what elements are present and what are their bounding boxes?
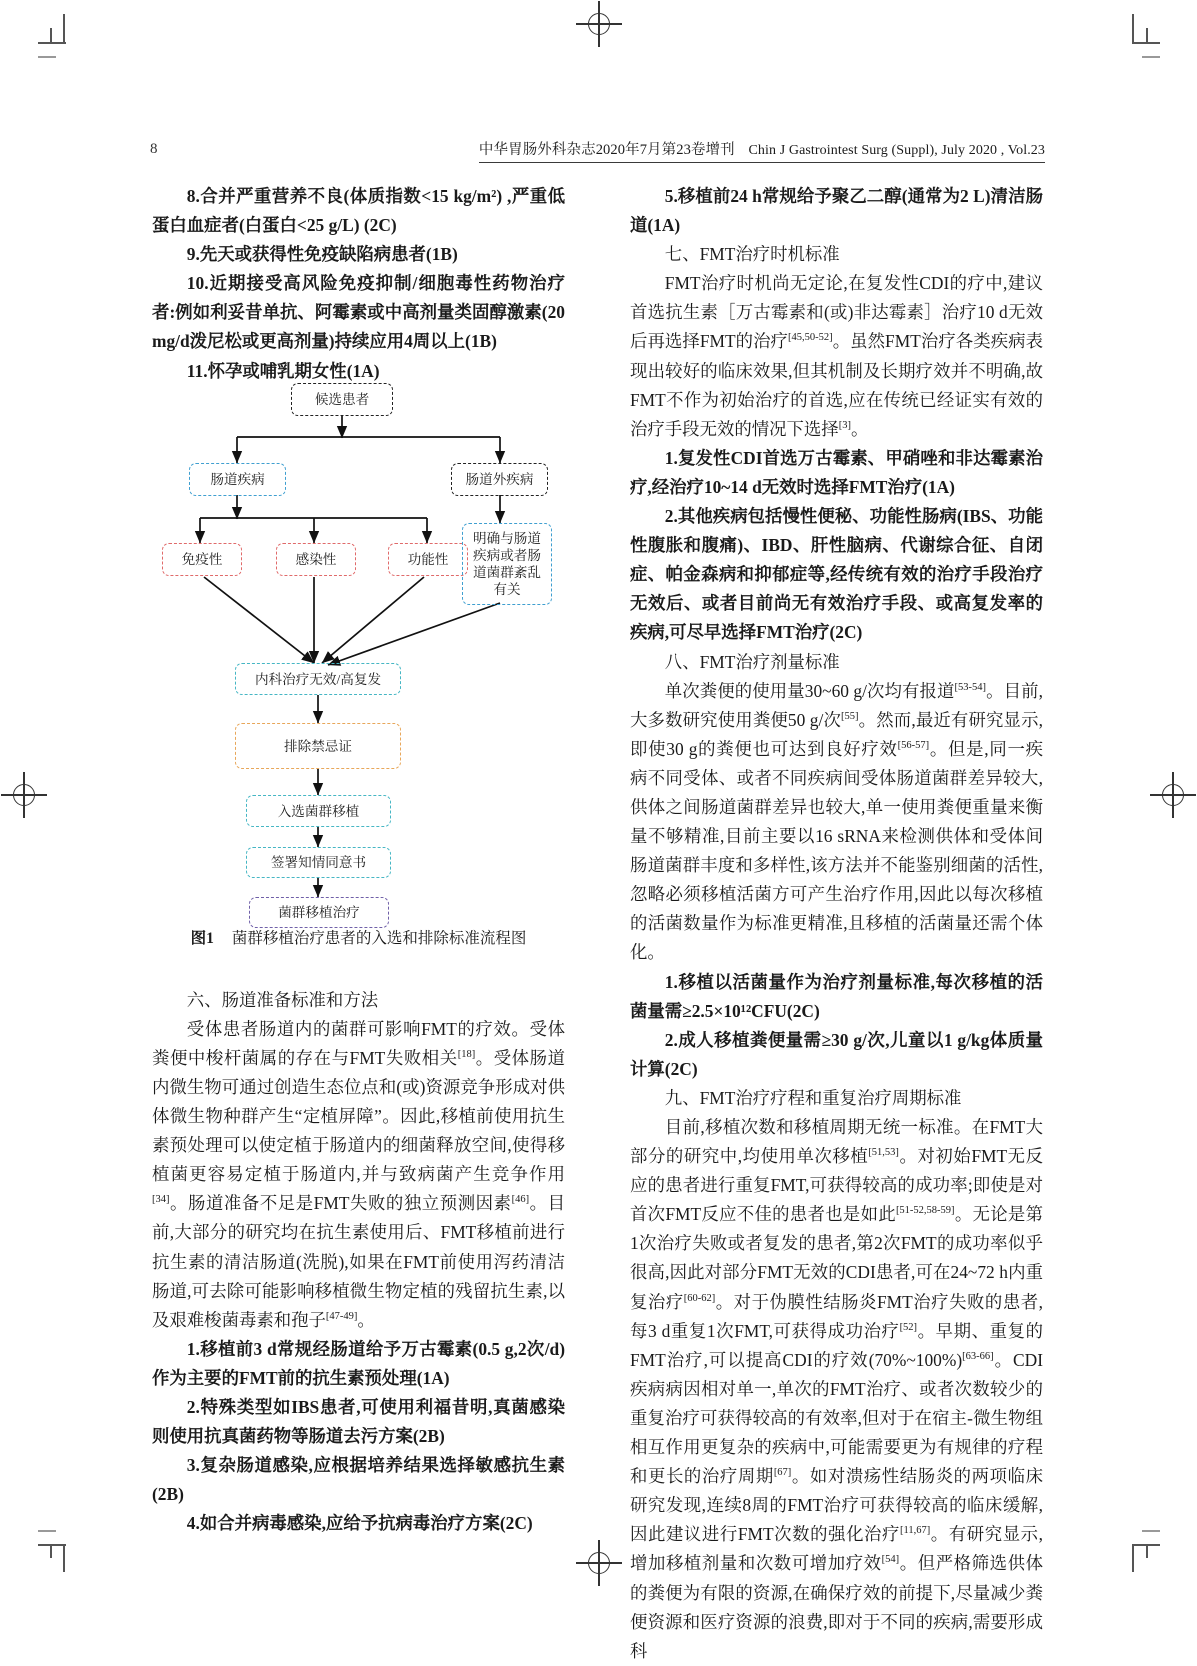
figure-caption-label: 图1 <box>190 930 214 947</box>
paragraph-prep2: 2.特殊类型如IBS患者,可使用利福昔明,真菌感染则使用抗真菌药物等肠道去污方案(2B) <box>152 1396 565 1447</box>
flow-node-treatment[interactable]: 菌群移植治疗 <box>249 897 389 928</box>
running-head-english: Chin J Gastrointest Surg (Suppl), July 2020 , Vol.23 <box>748 143 1045 158</box>
figure-1 <box>152 375 565 965</box>
flow-node-enroll[interactable]: 入选菌群移植 <box>246 795 391 827</box>
heading-section-eight: 八、FMT治疗剂量标准 <box>664 651 840 672</box>
flow-node-ineffective[interactable]: 内科治疗无效/高复发 <box>235 663 401 695</box>
flow-node-consent[interactable]: 签署知情同意书 <box>246 847 391 878</box>
paragraph-prep5: 5.移植前24 h常规给予聚乙二醇(通常为2 L)清洁肠道(1A) <box>630 186 1043 236</box>
heading-section-seven: 七、FMT治疗时机标准 <box>664 244 840 265</box>
registration-mark-bottom <box>576 1540 622 1586</box>
flow-node-immune[interactable]: 免疫性 <box>162 543 242 576</box>
crop-mark-top-right <box>1118 14 1170 62</box>
paragraph-prep3: 3.复杂肠道感染,应根据培养结果选择敏感抗生素(2B) <box>152 1455 565 1505</box>
paragraph-section-seven: FMT治疗时机尚无定论,在复发性CDI的疗中,建议首选抗生素［万古霉素和(或)非达霉素］治疗10 d无效后再选择FMT的治疗[45,50-52]。虽然FMT治疗各类疾病表现出较好的临床效果,但其机制及长期疗效并不明确,故FMT不作为初始治疗的首选,应在传统已经证实有效的治疗手段无效的情况下选择[3]。 <box>630 273 1043 439</box>
flow-node-infectious[interactable]: 感染性 <box>276 543 356 576</box>
paragraph-dose1: 1.移植以活菌量作为治疗剂量标准,每次移植的活菌量需≥2.5×10¹²CFU(2C) <box>630 971 1043 1021</box>
paragraph-prep4: 4.如合并病毒感染,应给予抗病毒治疗方案(2C) <box>186 1513 533 1534</box>
crop-mark-bottom-right <box>1118 1524 1170 1572</box>
crop-mark-bottom-left <box>28 1524 76 1572</box>
flow-node-candidate[interactable]: 候选患者 <box>291 383 393 416</box>
figure-caption-text: 菌群移植治疗患者的入选和排除标准流程图 <box>231 930 527 947</box>
paragraph-section-six: 受体患者肠道内的菌群可影响FMT的疗效。受体粪便中梭杆菌属的存在与FMT失败相关[18]。受体肠道内微生物可通过创造生态位点和(或)资源竞争形成对供体微生物种群产生“定植屏障”。因此,移植前使用抗生素预处理可以使定植于肠道内的细菌释放空间,使得移植菌更容易定植于肠道内,并与致病菌产生竞争作用[34]。肠道准备不足是FMT失败的独立预测因素[46]。目前,大部分的研究均在抗生素使用后、FMT移植前进行抗生素的清洁肠道(洗脱),如果在FMT前使用泻药清洁肠道,可去除可能影响移植微生物定植的残留抗生素,以及艰难梭菌毒素和孢子[47-49]。 <box>152 1018 565 1330</box>
paragraph-item11: 11.怀孕或哺乳期女性(1A) <box>186 360 380 381</box>
crop-mark-top-left <box>28 14 76 62</box>
flow-node-functional[interactable]: 功能性 <box>388 543 468 576</box>
running-head <box>150 138 1045 164</box>
registration-mark-left <box>1 772 47 818</box>
page-number: 8 <box>150 141 158 157</box>
right-text-column <box>630 182 1043 1666</box>
paragraph-section-eight: 单次粪便的使用量30~60 g/次均有报道[53-54]。目前,大多数研究使用粪便50 g/次[55]。然而,最近有研究显示,即使30 g的粪便也可达到良好疗效[56-57]。但是,同一疾病不同受体、或者不同疾病间受体肠道菌群差异较大,供体之间肠道菌群差异也较大,单一使用粪便重量来衡量不够精准,目前主要以16 sRNA来检测供体和受体间肠道菌群丰度和多样性,该方法并不能鉴别细菌的活性,忽略必须移植活菌方可产生治疗作用,因此以每次移植的活菌数量作为标准更精准,且移植的活菌量还需个体化。 <box>630 680 1043 963</box>
flowchart-connectors <box>152 375 565 920</box>
paragraph-section-nine: 目前,移植次数和移植周期无统一标准。在FMT大部分的研究中,均使用单次移植[51,53]。对初始FMT无反应的患者进行重复FMT,可获得较高的成功率;即使是对首次FMT反应不佳的患者也是如此[51-52,58-59]。无论是第1次治疗失败或者复发的患者,第2次FMT的成功率似乎很高,因此对部分FMT无效的CDI患者,可在24~72 h内重复治疗[60-62]。对于伪膜性结肠炎FMT治疗失败的患者,每3 d重复1次FMT,可获得成功治疗[52]。早期、重复的FMT治疗,可以提高CDI的疗效(70%~100%)[63-66]。CDI疾病病因相对单一,单次的FMT治疗、或者次数较少的重复治疗可获得较高的有效率,但对于在宿主-微生物组相互作用更复杂的疾病中,可能需要更为有规律的疗程和更长的治疗周期[67]。如对溃疡性结肠炎的两项临床研究发现,连续8周的FMT治疗可获得较高的临床缓解,因此建议进行FMT次数的强化治疗[11,67]。有研究显示,增加移植剂量和次数可增加疗效[54]。但严格筛选供体的粪便为有限的资源,在确保疗效的前提下,尽量减少粪便资源和医疗资源的浪费,即对于不同的疾病,需要形成科 <box>630 1117 1044 1661</box>
paragraph-timing2: 2.其他疾病包括慢性便秘、功能性肠病(IBS、功能性腹胀和腹痛)、IBD、肝性脑病、代谢综合征、自闭症、帕金森病和抑郁症等,经传统有效的治疗手段治疗无效后、或者目前尚无有效治疗手段、或高复发率的疾病,可尽早选择FMT治疗(2C) <box>630 506 1043 643</box>
flow-node-related[interactable]: 明确与肠道疾病或者肠道菌群紊乱有关 <box>462 523 552 605</box>
paragraph-item8: 8.合并严重营养不良(体质指数<15 kg/m²) ,严重低蛋白血症者(白蛋白<25 g/L) (2C) <box>152 186 565 236</box>
paragraph-dose2: 2.成人移植粪便量需≥30 g/次,儿童以1 g/kg体质量计算(2C) <box>630 1029 1043 1079</box>
figure-caption <box>152 926 565 948</box>
flow-node-extraintestinal[interactable]: 肠道外疾病 <box>451 463 548 496</box>
flow-node-intestinal[interactable]: 肠道疾病 <box>189 463 286 496</box>
paragraph-prep1: 1.移植前3 d常规经肠道给予万古霉素(0.5 g,2次/d)作为主要的FMT前的抗生素预处理(1A) <box>152 1338 565 1388</box>
paragraph-item9: 9.先天或获得性免疫缺陷病患者(1B) <box>186 244 458 265</box>
heading-section-six: 六、肠道准备标准和方法 <box>186 989 379 1010</box>
registration-mark-right <box>1150 772 1196 818</box>
paragraph-item10: 10.近期接受高风险免疫抑制/细胞毒性药物治疗者:例如利妥昔单抗、阿霉素或中高剂量类固醇激素(20 mg/d泼尼松或更高剂量)持续应用4周以上(1B) <box>152 273 565 352</box>
registration-mark-top <box>576 1 622 47</box>
journal-running-title <box>479 138 1045 163</box>
running-head-chinese: 中华胃肠外科杂志2020年7月第23卷增刊 <box>478 142 735 158</box>
paragraph-timing1: 1.复发性CDI首选万古霉素、甲硝唑和非达霉素治疗,经治疗10~14 d无效时选择FMT治疗(1A) <box>630 447 1043 497</box>
flow-node-exclude[interactable]: 排除禁忌证 <box>235 723 401 769</box>
heading-section-nine: 九、FMT治疗疗程和重复治疗周期标准 <box>664 1087 962 1108</box>
